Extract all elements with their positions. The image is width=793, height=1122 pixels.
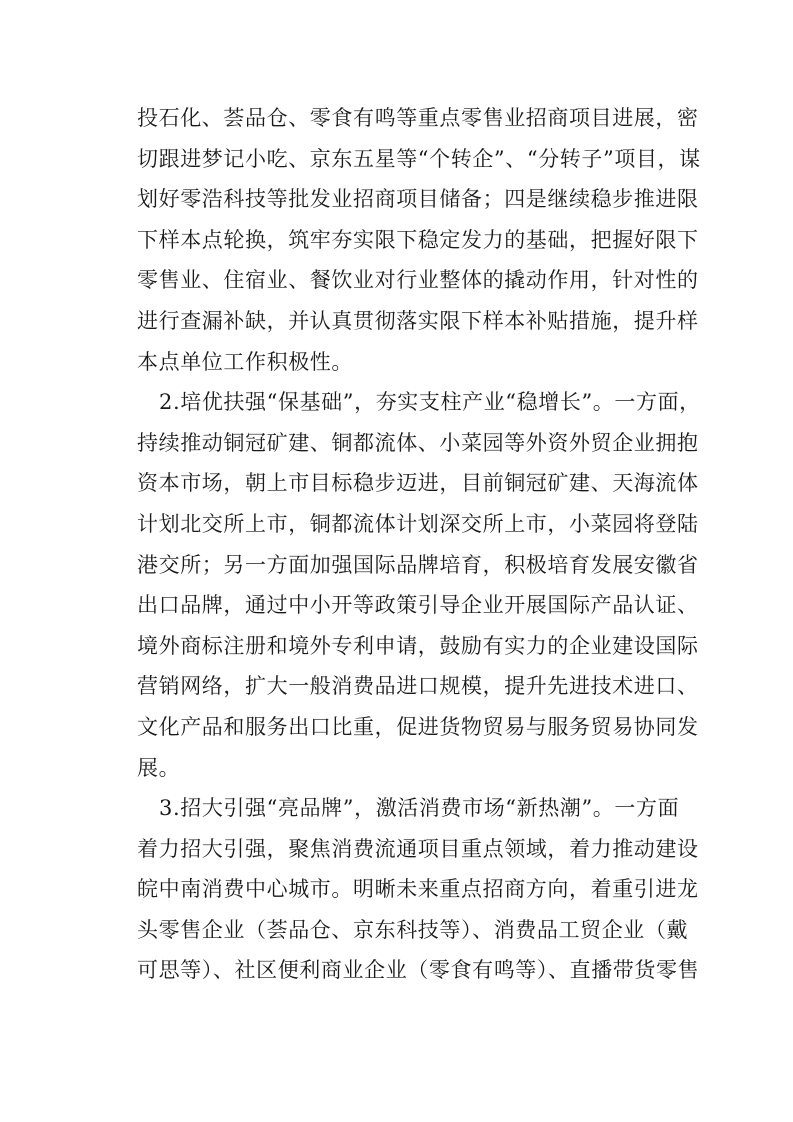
text-line: 着力招大引强，聚焦消费流通项目重点领域，着力推动建设 [137,836,699,861]
text-line: 资本市场，朝上市目标稳步迈进，目前铜冠矿建、天海流体 [137,471,699,496]
text-line: 头零售企业（荟品仓、京东科技等）、消费品工贸企业（戴 [137,917,689,942]
paragraph-heading-3: 3.招大引强“亮品牌”，激活消费市场“新热潮”。一方面 [159,796,680,821]
paragraph-heading-2: 2.培优扶强“保基础”，夯实支柱产业“稳增长”。一方面， [159,390,701,415]
text-line: 文化产品和服务出口比重，促进货物贸易与服务贸易协同发 [137,714,699,739]
body-text [137,98,701,991]
text-line: 划好零浩科技等批发业招商项目储备；四是继续稳步推进限 [137,187,699,212]
text-line: 境外商标注册和境外专利申请，鼓励有实力的企业建设国际 [137,633,699,658]
text-line: 港交所；另一方面加强国际品牌培育，积极培育发展安徽省 [137,552,699,577]
text-line: 计划北交所上市，铜都流体计划深交所上市，小菜园将登陆 [137,511,699,536]
text-line: 零售业、住宿业、餐饮业对行业整体的撬动作用，针对性的 [137,268,699,293]
text-line: 投石化、荟品仓、零食有鸣等重点零售业招商项目进展，密 [137,106,699,130]
text-line: 营销网络，扩大一般消费品进口规模，提升先进技术进口、 [137,674,699,699]
text-line: 可思等）、社区便利商业企业（零食有鸣等）、直播带货零售 [137,958,700,983]
text-line: 进行查漏补缺，并认真贯彻落实限下样本补贴措施，提升样 [137,308,699,333]
text-line: 皖中南消费中心城市。明晰未来重点招商方向，着重引进龙 [137,877,699,902]
text-line: 持续推动铜冠矿建、铜都流体、小菜园等外资外贸企业拥抱 [137,430,699,455]
text-line: 展。 [137,755,181,780]
text-line: 切跟进梦记小吃、京东五星等“个转企”、“分转子”项目，谋 [137,146,701,171]
text-line: 下样本点轮换，筑牢夯实限下稳定发力的基础，把握好限下 [137,227,699,252]
text-line: 本点单位工作积极性。 [137,349,353,374]
text-line: 出口品牌，通过中小开等政策引导企业开展国际产品认证、 [137,593,699,618]
